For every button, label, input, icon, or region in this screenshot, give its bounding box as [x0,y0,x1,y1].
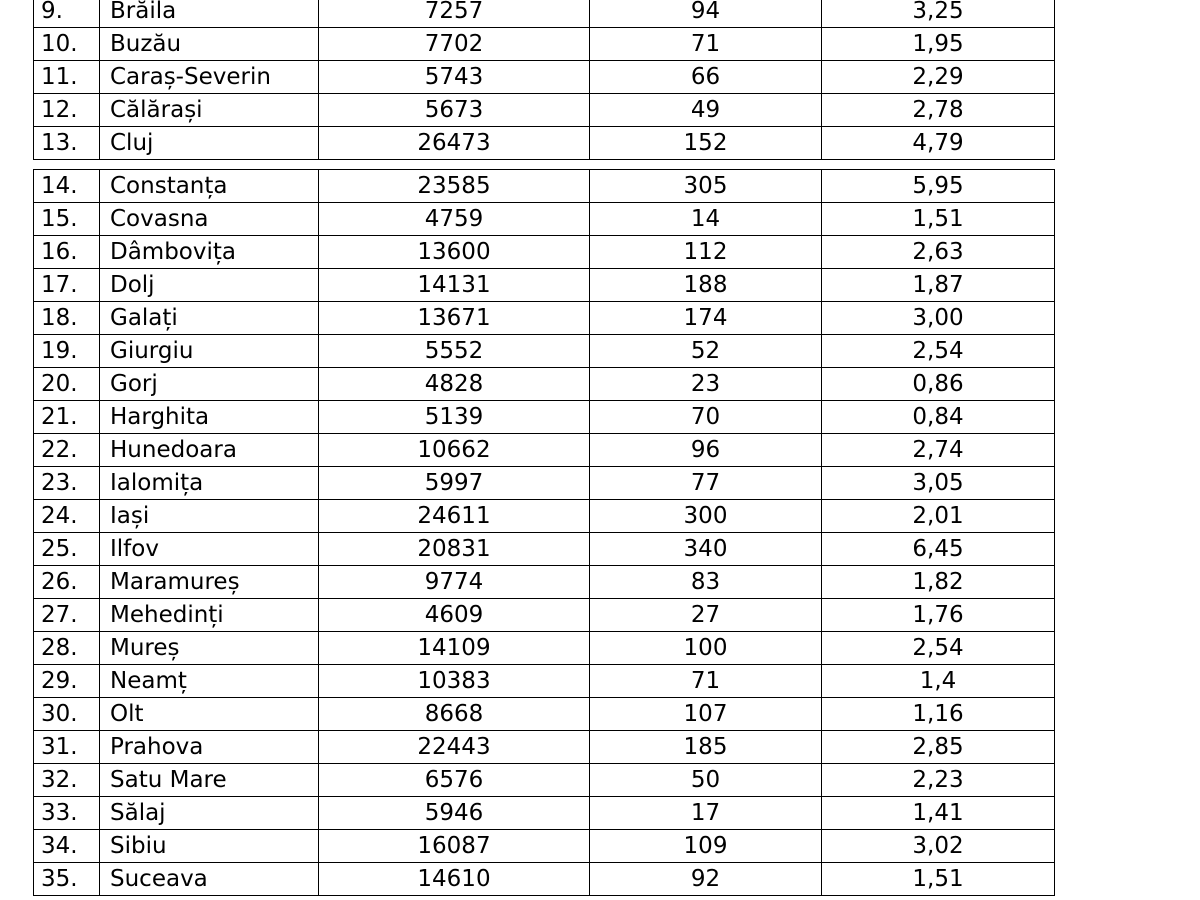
row-number: 16. [34,236,100,269]
county-name: Dolj [100,269,319,302]
row-number: 9. [34,0,100,28]
value-col-5: 2,63 [822,236,1055,269]
value-col-5: 2,85 [822,731,1055,764]
row-number: 32. [34,764,100,797]
value-col-5: 5,95 [822,170,1055,203]
value-col-4: 17 [590,797,822,830]
row-number: 21. [34,401,100,434]
value-col-4: 94 [590,0,822,28]
row-number: 25. [34,533,100,566]
row-number: 22. [34,434,100,467]
county-name: Hunedoara [100,434,319,467]
row-number: 35. [34,863,100,896]
value-col-3: 7257 [319,0,590,28]
county-name: Dâmbovița [100,236,319,269]
county-name: Mehedinți [100,599,319,632]
table-row [34,764,1055,797]
table-row [34,368,1055,401]
value-col-5: 2,01 [822,500,1055,533]
county-name: Satu Mare [100,764,319,797]
value-col-5: 2,29 [822,61,1055,94]
value-col-4: 71 [590,28,822,61]
value-col-3: 5139 [319,401,590,434]
table-row [34,632,1055,665]
row-number: 30. [34,698,100,731]
value-col-4: 49 [590,94,822,127]
county-name: Sălaj [100,797,319,830]
value-col-3: 16087 [319,830,590,863]
value-col-4: 66 [590,61,822,94]
county-name: Sibiu [100,830,319,863]
value-col-5: 1,87 [822,269,1055,302]
value-col-3: 5946 [319,797,590,830]
row-number: 12. [34,94,100,127]
county-table-top [33,0,1055,160]
table-row [34,566,1055,599]
value-col-4: 100 [590,632,822,665]
value-col-5: 3,05 [822,467,1055,500]
table-row [34,665,1055,698]
value-col-4: 52 [590,335,822,368]
value-col-3: 5743 [319,61,590,94]
county-name: Olt [100,698,319,731]
table-row [34,61,1055,94]
row-number: 29. [34,665,100,698]
value-col-5: 2,54 [822,632,1055,665]
value-col-4: 300 [590,500,822,533]
row-number: 10. [34,28,100,61]
table-row [34,731,1055,764]
table-row [34,698,1055,731]
table-row [34,500,1055,533]
value-col-4: 305 [590,170,822,203]
value-col-3: 8668 [319,698,590,731]
county-name: Constanța [100,170,319,203]
county-name: Prahova [100,731,319,764]
table-row [34,797,1055,830]
value-col-4: 188 [590,269,822,302]
value-col-4: 112 [590,236,822,269]
county-name: Galați [100,302,319,335]
county-table-bottom-body [34,170,1055,896]
county-name: Covasna [100,203,319,236]
county-name: Mureș [100,632,319,665]
value-col-3: 14610 [319,863,590,896]
row-number: 28. [34,632,100,665]
value-col-3: 7702 [319,28,590,61]
value-col-4: 96 [590,434,822,467]
row-number: 11. [34,61,100,94]
county-name: Harghita [100,401,319,434]
county-name: Giurgiu [100,335,319,368]
value-col-5: 1,95 [822,28,1055,61]
row-number: 20. [34,368,100,401]
county-name: Maramureș [100,566,319,599]
value-col-3: 24611 [319,500,590,533]
value-col-5: 4,79 [822,127,1055,160]
table-row [34,401,1055,434]
value-col-3: 4609 [319,599,590,632]
row-number: 27. [34,599,100,632]
county-name: Caraș-Severin [100,61,319,94]
value-col-3: 9774 [319,566,590,599]
value-col-4: 92 [590,863,822,896]
county-name: Suceava [100,863,319,896]
value-col-3: 20831 [319,533,590,566]
value-col-4: 109 [590,830,822,863]
table-row [34,434,1055,467]
value-col-4: 70 [590,401,822,434]
value-col-4: 107 [590,698,822,731]
value-col-5: 2,54 [822,335,1055,368]
value-col-5: 6,45 [822,533,1055,566]
row-number: 31. [34,731,100,764]
value-col-5: 3,25 [822,0,1055,28]
value-col-3: 13671 [319,302,590,335]
value-col-5: 2,78 [822,94,1055,127]
table-row [34,599,1055,632]
table-row [34,28,1055,61]
table-row [34,335,1055,368]
value-col-5: 3,02 [822,830,1055,863]
value-col-5: 1,41 [822,797,1055,830]
value-col-3: 13600 [319,236,590,269]
value-col-5: 2,23 [822,764,1055,797]
table-row [34,269,1055,302]
row-number: 15. [34,203,100,236]
county-name: Ialomița [100,467,319,500]
value-col-3: 5997 [319,467,590,500]
value-col-3: 4759 [319,203,590,236]
value-col-5: 1,51 [822,203,1055,236]
value-col-4: 50 [590,764,822,797]
county-name: Neamț [100,665,319,698]
value-col-3: 14131 [319,269,590,302]
value-col-3: 14109 [319,632,590,665]
value-col-4: 152 [590,127,822,160]
value-col-4: 340 [590,533,822,566]
county-name: Buzău [100,28,319,61]
row-number: 34. [34,830,100,863]
table-row [34,302,1055,335]
value-col-5: 1,82 [822,566,1055,599]
table-row [34,467,1055,500]
value-col-3: 4828 [319,368,590,401]
table-row [34,0,1055,28]
value-col-3: 5673 [319,94,590,127]
county-name: Cluj [100,127,319,160]
county-name: Ilfov [100,533,319,566]
value-col-3: 5552 [319,335,590,368]
table-row [34,203,1055,236]
value-col-4: 77 [590,467,822,500]
row-number: 19. [34,335,100,368]
value-col-3: 10383 [319,665,590,698]
value-col-3: 10662 [319,434,590,467]
table-row [34,236,1055,269]
value-col-5: 0,84 [822,401,1055,434]
value-col-4: 71 [590,665,822,698]
row-number: 17. [34,269,100,302]
row-number: 26. [34,566,100,599]
value-col-4: 23 [590,368,822,401]
row-number: 18. [34,302,100,335]
value-col-4: 185 [590,731,822,764]
row-number: 33. [34,797,100,830]
county-name: Călărași [100,94,319,127]
table-row [34,533,1055,566]
table-row [34,830,1055,863]
value-col-4: 27 [590,599,822,632]
value-col-5: 1,4 [822,665,1055,698]
value-col-5: 1,76 [822,599,1055,632]
county-table-top-body [34,0,1055,160]
value-col-3: 6576 [319,764,590,797]
county-name: Iași [100,500,319,533]
county-name: Brăila [100,0,319,28]
table-row [34,170,1055,203]
value-col-5: 1,51 [822,863,1055,896]
table-row [34,863,1055,896]
value-col-3: 23585 [319,170,590,203]
county-name: Gorj [100,368,319,401]
row-number: 13. [34,127,100,160]
table-row [34,127,1055,160]
county-table-bottom [33,169,1055,896]
row-number: 23. [34,467,100,500]
value-col-3: 26473 [319,127,590,160]
row-number: 14. [34,170,100,203]
row-number: 24. [34,500,100,533]
table-row [34,94,1055,127]
value-col-4: 14 [590,203,822,236]
value-col-5: 2,74 [822,434,1055,467]
value-col-4: 83 [590,566,822,599]
value-col-5: 3,00 [822,302,1055,335]
value-col-4: 174 [590,302,822,335]
value-col-5: 1,16 [822,698,1055,731]
value-col-3: 22443 [319,731,590,764]
value-col-5: 0,86 [822,368,1055,401]
